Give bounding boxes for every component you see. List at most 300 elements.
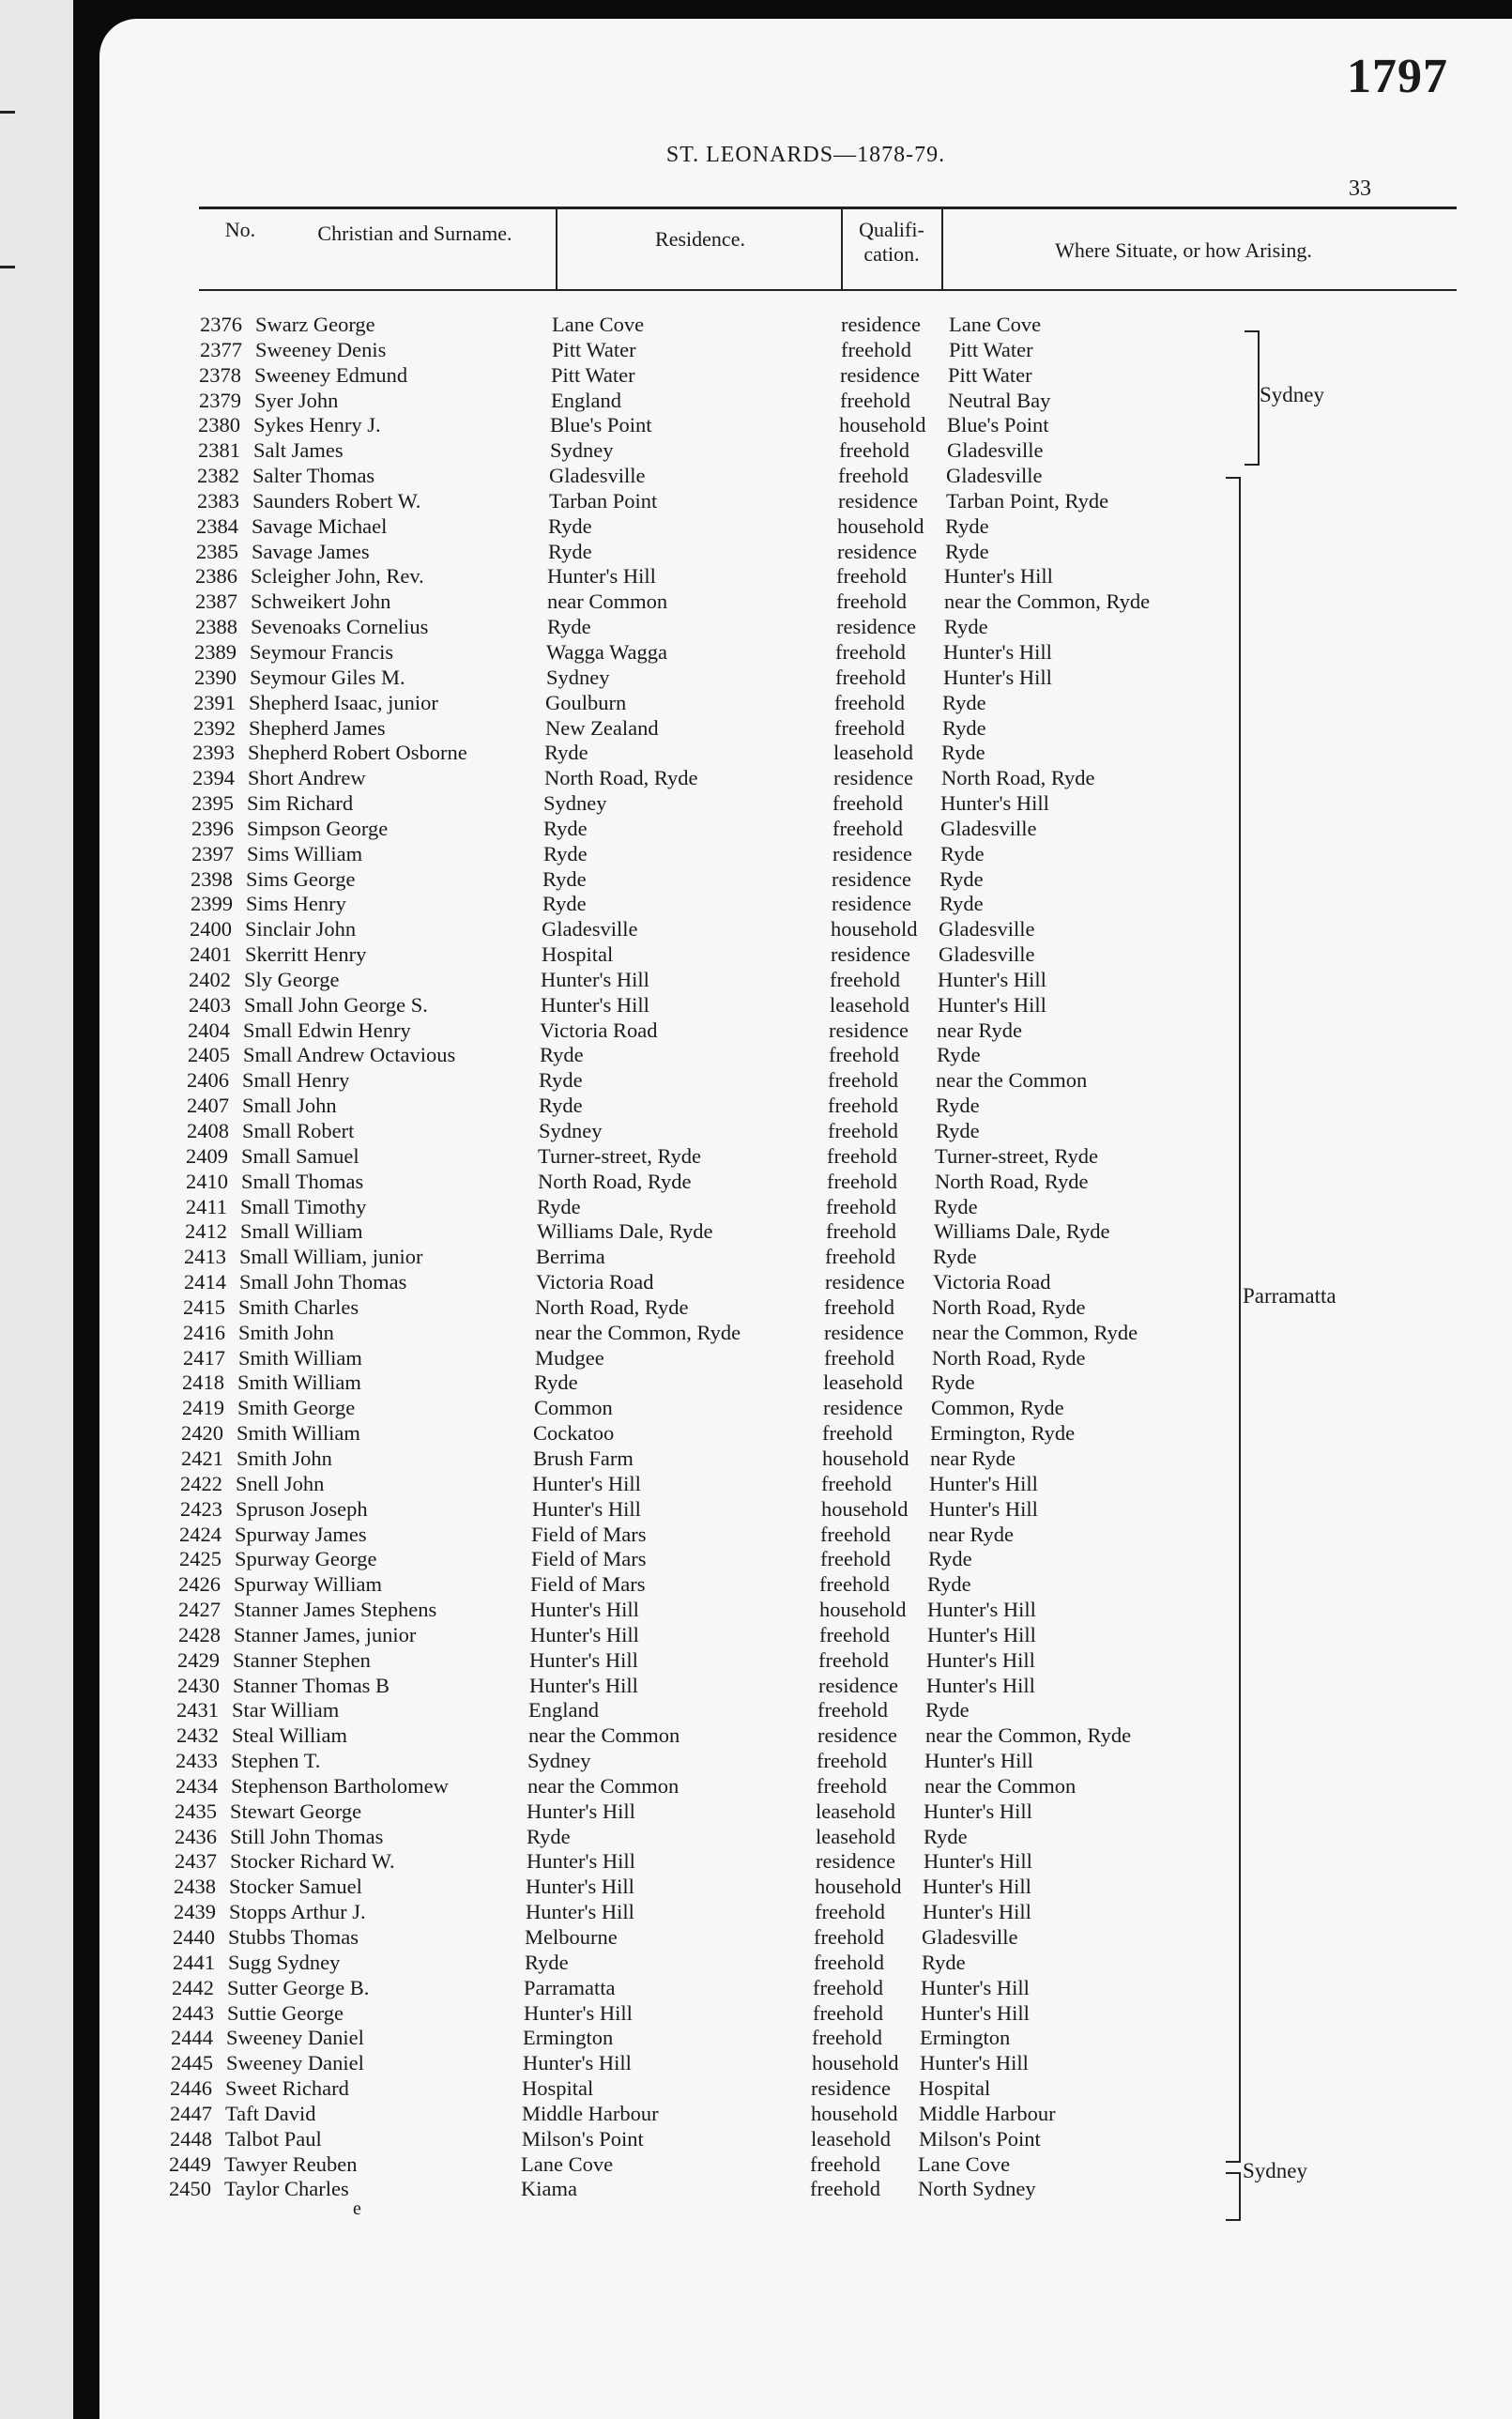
entry-number: 2385 [196, 539, 238, 563]
entry-qualification: freehold [810, 2177, 880, 2201]
header-name: Christian and Surname. [317, 222, 512, 245]
entry-residence: Pitt Water [551, 362, 635, 387]
entry-number: 2418 [182, 1370, 224, 1395]
entry-residence: Hunter's Hill [529, 1647, 638, 1672]
list-item [99, 514, 1512, 540]
entry-number: 2431 [176, 1698, 219, 1722]
entry-where: Lane Cove [949, 313, 1042, 336]
entry-number: 2437 [175, 1849, 217, 1874]
folio-number: 33 [1349, 176, 1371, 201]
entry-where: Hunter's Hill [923, 1900, 1031, 1924]
entry-where: Blue's Point [947, 413, 1049, 437]
entry-qualification: leasehold [833, 741, 913, 765]
entry-where: Hunter's Hill [924, 1799, 1032, 1823]
entry-where: Ryde [945, 539, 989, 563]
entry-residence: Victoria Road [536, 1270, 654, 1294]
list-item [99, 1723, 1512, 1749]
list-item [99, 1976, 1512, 2001]
entry-qualification: residence [841, 313, 921, 336]
entry-where: Ryde [936, 1119, 980, 1142]
list-item [99, 1674, 1512, 1699]
entry-where: Gladesville [946, 464, 1043, 488]
header-divider [556, 207, 557, 291]
header-bottom-rule [199, 289, 1457, 291]
entry-where: Hunter's Hill [940, 791, 1049, 816]
entry-number: 2411 [185, 1194, 227, 1218]
list-item [99, 1018, 1512, 1044]
entry-qualification: freehold [814, 1925, 884, 1949]
entry-qualification: residence [817, 1723, 897, 1748]
entry-qualification: residence [840, 362, 920, 387]
entry-name: Stanner James, junior [234, 1622, 417, 1646]
entry-name: Snell John [236, 1471, 325, 1495]
entry-residence: Goulburn [545, 690, 627, 714]
entry-where: North Sydney [918, 2177, 1036, 2201]
entry-residence: Ryde [539, 1068, 583, 1093]
entry-name: Small Samuel [241, 1143, 359, 1168]
entry-where: Gladesville [939, 942, 1035, 967]
entry-residence: Hunter's Hill [532, 1496, 641, 1521]
entry-where: Ryde [936, 1094, 980, 1118]
entry-qualification: household [839, 413, 926, 437]
entry-residence: Hunter's Hill [526, 1900, 634, 1924]
entry-qualification: freehold [836, 589, 907, 614]
entry-qualification: household [815, 1875, 902, 1899]
entry-number: 2410 [186, 1169, 228, 1193]
entry-residence: Middle Harbour [522, 2101, 659, 2125]
entry-residence: Ryde [534, 1370, 578, 1395]
entry-where: Middle Harbour [919, 2101, 1056, 2125]
entry-number: 2444 [171, 2026, 213, 2050]
entry-name: Smith George [237, 1396, 356, 1420]
entry-qualification: residence [816, 1849, 895, 1874]
entry-where: Ryde [934, 1194, 978, 1218]
entry-name: Sim Richard [247, 791, 354, 816]
entry-where: near Ryde [930, 1446, 1016, 1470]
entry-number: 2392 [193, 715, 236, 740]
list-item [99, 1170, 1512, 1195]
entry-number: 2389 [194, 639, 237, 664]
entry-residence: Hunter's Hill [541, 967, 649, 991]
entry-number: 2401 [190, 942, 232, 967]
entry-name: Sweeney Edmund [254, 362, 408, 387]
entry-number: 2405 [188, 1043, 230, 1067]
entry-residence: Mudgee [535, 1345, 604, 1370]
entry-residence: Ermington [523, 2026, 614, 2050]
list-item [99, 1497, 1512, 1523]
entry-qualification: freehold [820, 1547, 891, 1571]
entry-where: Ryde [940, 841, 985, 865]
entry-number: 2419 [182, 1396, 224, 1420]
entry-name: Steal William [232, 1723, 348, 1748]
entry-name: Spurway William [234, 1572, 383, 1597]
entry-residence: Victoria Road [540, 1018, 658, 1042]
entry-name: Scleigher John, Rev. [251, 564, 424, 589]
list-item [99, 2001, 1512, 2027]
entry-qualification: freehold [839, 438, 909, 463]
entry-where: Victoria Road [933, 1270, 1051, 1294]
entry-number: 2446 [170, 2076, 212, 2101]
entry-number: 2408 [187, 1119, 229, 1142]
entry-name: Smith William [238, 1345, 362, 1370]
entry-name: Smith William [237, 1370, 361, 1395]
entry-residence: Ryde [544, 741, 588, 765]
entry-qualification: household [819, 1598, 907, 1622]
entry-number: 2430 [177, 1673, 220, 1697]
entry-qualification: residence [823, 1396, 903, 1420]
entry-where: Neutral Bay [948, 388, 1051, 412]
entry-qualification: freehold [838, 464, 909, 488]
entry-residence: Hunter's Hill [529, 1673, 638, 1697]
list-item [99, 540, 1512, 565]
entry-qualification: freehold [834, 690, 905, 714]
entry-qualification: leasehold [816, 1824, 895, 1848]
entry-where: near the Common, Ryde [925, 1723, 1132, 1748]
entry-qualification: freehold [821, 1471, 892, 1495]
entry-residence: Field of Mars [530, 1572, 646, 1597]
entry-name: Spurway George [235, 1547, 377, 1571]
bracket-top [1245, 330, 1260, 466]
entry-number: 2399 [191, 892, 233, 916]
entry-name: Skerritt Henry [245, 942, 367, 967]
entry-where: Pitt Water [949, 337, 1033, 361]
entry-residence: Ryde [542, 866, 587, 891]
list-item [99, 867, 1512, 893]
entry-name: Small William [240, 1219, 363, 1244]
entry-name: Sims William [247, 841, 363, 865]
entry-residence: Milson's Point [522, 2126, 644, 2151]
entry-residence: Hunter's Hill [530, 1622, 639, 1646]
entry-where: Hunter's Hill [943, 665, 1052, 689]
entry-number: 2448 [170, 2126, 212, 2151]
entry-residence: near Common [547, 589, 668, 614]
list-item [99, 1900, 1512, 1925]
entry-number: 2422 [180, 1471, 222, 1495]
entry-name: Sly George [244, 967, 340, 991]
entry-where: Ryde [927, 1572, 971, 1597]
list-item [99, 1219, 1512, 1245]
list-item [99, 942, 1512, 968]
entry-residence: Brush Farm [533, 1446, 634, 1470]
entry-residence: Ryde [527, 1824, 571, 1848]
entry-name: Sims George [246, 866, 356, 891]
entry-name: Shepherd Robert Osborne [248, 741, 467, 765]
entry-qualification: freehold [832, 816, 903, 840]
region-label-top: Sydney [1260, 383, 1324, 406]
entry-number: 2379 [199, 388, 241, 412]
entry-number: 2409 [186, 1143, 228, 1168]
entry-number: 2400 [190, 917, 232, 942]
entry-number: 2426 [178, 1572, 221, 1597]
entry-where: Hunter's Hill [926, 1647, 1035, 1672]
entry-name: Smith Charles [238, 1294, 359, 1319]
entry-qualification: residence [824, 1320, 904, 1344]
entry-name: Spurway James [235, 1522, 367, 1546]
entry-name: Smith John [237, 1446, 332, 1470]
bracket-middle [1226, 477, 1241, 2163]
list-item [99, 1447, 1512, 1472]
entry-qualification: freehold [814, 1950, 884, 1974]
entry-where: near the Common, Ryde [932, 1320, 1138, 1344]
entry-name: Spruson Joseph [236, 1496, 368, 1521]
entry-qualification: household [822, 1446, 909, 1470]
entry-number: 2433 [176, 1749, 218, 1773]
list-item [99, 1523, 1512, 1548]
entry-residence: Ryde [547, 615, 591, 639]
entry-residence: Ryde [537, 1194, 581, 1218]
entry-qualification: residence [829, 1018, 909, 1042]
entry-name: Stanner Stephen [233, 1647, 371, 1672]
entry-number: 2387 [195, 589, 237, 614]
list-item [99, 691, 1512, 716]
entry-qualification: freehold [813, 2000, 883, 2025]
entry-where: North Road, Ryde [935, 1169, 1089, 1193]
entry-residence: Hunter's Hill [530, 1598, 639, 1622]
entry-qualification: freehold [836, 564, 907, 589]
list-item [99, 1825, 1512, 1850]
list-item [99, 464, 1512, 489]
list-item [99, 766, 1512, 791]
entry-where: Gladesville [939, 917, 1035, 942]
entry-residence: Ryde [542, 892, 587, 916]
list-item [99, 917, 1512, 942]
list-item [99, 1119, 1512, 1144]
entry-name: Seymour Francis [250, 639, 394, 664]
region-label-middle: Parramatta [1243, 1284, 1336, 1308]
entry-number: 2414 [184, 1270, 226, 1294]
entry-qualification: residence [832, 892, 911, 916]
header-divider [841, 207, 843, 291]
entry-where: Hunter's Hill [938, 992, 1046, 1017]
entry-residence: Ryde [525, 1950, 569, 1974]
entry-residence: Hunter's Hill [527, 1799, 635, 1823]
list-item [99, 1144, 1512, 1170]
list-item [99, 2076, 1512, 2102]
entry-number: 2407 [187, 1094, 229, 1118]
entry-where: Tarban Point, Ryde [946, 488, 1109, 513]
entry-number: 2447 [170, 2101, 212, 2125]
entry-qualification: household [831, 917, 918, 942]
list-item [99, 1346, 1512, 1371]
entry-residence: Hospital [522, 2076, 594, 2101]
list-item [99, 564, 1512, 589]
entry-residence: Ryde [543, 816, 588, 840]
entry-name: Stopps Arthur J. [229, 1900, 366, 1924]
entry-name: Talbot Paul [225, 2126, 322, 2151]
entry-qualification: freehold [819, 1622, 890, 1646]
entry-qualification: freehold [841, 337, 911, 361]
entry-residence: North Road, Ryde [544, 766, 698, 790]
list-item [99, 741, 1512, 766]
entry-qualification: freehold [832, 791, 903, 816]
entry-number: 2397 [191, 841, 234, 865]
entry-number: 2417 [183, 1345, 225, 1370]
entry-name: Stephenson Bartholomew [231, 1773, 449, 1798]
entry-name: Stocker Richard W. [230, 1849, 395, 1874]
entry-where: Hunter's Hill [921, 1975, 1030, 1999]
entry-where: Ryde [939, 866, 984, 891]
entry-name: Sinclair John [245, 917, 357, 942]
entry-residence: Hunter's Hill [541, 992, 649, 1017]
list-item [99, 1245, 1512, 1270]
entry-residence: Cockatoo [533, 1421, 615, 1446]
entry-number: 2403 [189, 992, 231, 1017]
entry-number: 2384 [196, 513, 238, 538]
entry-where: Hunter's Hill [927, 1598, 1036, 1622]
entry-where: Turner-street, Ryde [935, 1143, 1099, 1168]
entry-qualification: freehold [827, 1169, 897, 1193]
entry-residence: Melbourne [525, 1925, 618, 1949]
entry-where: North Road, Ryde [932, 1345, 1086, 1370]
list-item [99, 1648, 1512, 1674]
entry-name: Swarz George [255, 313, 375, 336]
bracket-bottom [1226, 2172, 1241, 2221]
entry-qualification: residence [837, 539, 917, 563]
entry-residence: Gladesville [542, 917, 638, 942]
entry-where: Hunter's Hill [921, 2000, 1030, 2025]
entry-name: Stubbs Thomas [228, 1925, 359, 1949]
entry-residence: Hunter's Hill [532, 1471, 641, 1495]
list-item [99, 438, 1512, 464]
list-item [99, 1925, 1512, 1951]
entry-residence: Hunter's Hill [524, 2000, 633, 2025]
entry-qualification: freehold [835, 665, 906, 689]
header-qualification: Qualifi- cation. [859, 218, 924, 266]
entry-name: Small John Thomas [239, 1270, 407, 1294]
entry-number: 2427 [178, 1598, 221, 1622]
entry-number: 2425 [179, 1547, 221, 1571]
entry-where: Ryde [924, 1824, 968, 1848]
list-item [99, 1421, 1512, 1447]
entry-qualification: freehold [815, 1900, 885, 1924]
entry-qualification: freehold [829, 1043, 899, 1067]
entry-qualification: freehold [828, 1068, 898, 1093]
list-item [99, 1749, 1512, 1774]
entry-number: 2413 [184, 1245, 226, 1269]
entry-where: near the Common [924, 1773, 1077, 1798]
entry-residence: Wagga Wagga [546, 639, 668, 664]
entry-where: Ryde [928, 1547, 972, 1571]
entry-qualification: freehold [820, 1522, 891, 1546]
list-item [99, 2026, 1512, 2051]
entry-name: Small Andrew Octavious [243, 1043, 456, 1067]
entry-name: Shepherd Isaac, junior [249, 690, 438, 714]
list-item [99, 1068, 1512, 1094]
entry-residence: Common [534, 1396, 613, 1420]
entry-where: Hunter's Hill [943, 639, 1052, 664]
entry-where: Ermington, Ryde [930, 1421, 1076, 1446]
entry-where: Hunter's Hill [927, 1622, 1036, 1646]
list-item [99, 1472, 1512, 1497]
entry-qualification: freehold [817, 1698, 888, 1722]
entry-residence: Sydney [527, 1749, 591, 1773]
entry-number: 2441 [173, 1950, 215, 1974]
entry-where: Ryde [922, 1950, 966, 1974]
entry-residence: Kiama [521, 2177, 577, 2201]
facing-page-mark [0, 266, 15, 268]
entry-qualification: freehold [824, 1345, 894, 1370]
entry-name: Small John [242, 1094, 337, 1118]
list-item [99, 1849, 1512, 1875]
entry-number: 2416 [183, 1320, 225, 1344]
entry-where: Lane Cove [918, 2151, 1011, 2176]
entry-where: Common, Ryde [931, 1396, 1064, 1420]
list-item [99, 489, 1512, 514]
entry-residence: Sydney [550, 438, 614, 463]
entry-where: near Ryde [928, 1522, 1014, 1546]
list-item [99, 993, 1512, 1018]
header-divider [941, 207, 943, 291]
list-item [99, 1094, 1512, 1119]
entry-name: Taylor Charles [224, 2177, 349, 2201]
entry-number: 2415 [183, 1294, 225, 1319]
entry-qualification: household [811, 2101, 898, 2125]
entry-number: 2423 [180, 1496, 222, 1521]
list-item [99, 791, 1512, 817]
entry-where: Hunter's Hill [923, 1875, 1031, 1899]
list-item [99, 968, 1512, 993]
list-item [99, 1774, 1512, 1799]
entry-name: Short Andrew [248, 766, 366, 790]
entry-number: 2445 [171, 2051, 213, 2075]
entry-qualification: household [837, 513, 924, 538]
entry-residence: England [551, 388, 621, 412]
entry-where: near Ryde [937, 1018, 1022, 1042]
entry-number: 2390 [194, 665, 237, 689]
entry-where: North Road, Ryde [932, 1294, 1086, 1319]
entry-name: Star William [232, 1698, 340, 1722]
entry-residence: Turner-street, Ryde [538, 1143, 702, 1168]
entry-number: 2439 [174, 1900, 216, 1924]
entry-name: Sugg Sydney [228, 1950, 341, 1974]
entry-residence: Gladesville [549, 464, 646, 488]
facing-page-mark [0, 111, 15, 114]
entry-qualification: freehold [824, 1294, 894, 1319]
entry-residence: Ryde [548, 513, 592, 538]
list-item [99, 2102, 1512, 2127]
entry-residence: Berrima [536, 1245, 605, 1269]
entry-where: Ryde [933, 1245, 977, 1269]
entry-where: Hunter's Hill [926, 1673, 1035, 1697]
entry-qualification: freehold [813, 1975, 883, 1999]
entry-name: Smith William [237, 1421, 360, 1446]
entry-residence: Sydney [543, 791, 607, 816]
entry-residence: North Road, Ryde [538, 1169, 692, 1193]
entry-qualification: freehold [835, 639, 906, 664]
entry-name: Stanner James Stephens [234, 1598, 437, 1622]
entry-qualification: freehold [825, 1245, 895, 1269]
list-item [99, 666, 1512, 691]
list-item [99, 1799, 1512, 1825]
entry-qualification: residence [811, 2076, 891, 2101]
entry-qualification: freehold [817, 1749, 887, 1773]
header-no: No. [224, 218, 256, 241]
entry-name: Small Timothy [240, 1194, 367, 1218]
entry-where: near the Common, Ryde [944, 589, 1151, 614]
list-item [99, 1547, 1512, 1572]
entry-number: 2438 [174, 1875, 216, 1899]
entry-name: Stanner Thomas B [233, 1673, 390, 1697]
entry-number: 2402 [189, 967, 231, 991]
region-label-bottom: Sydney [1243, 2159, 1307, 2182]
list-item [99, 615, 1512, 640]
entry-number: 2398 [191, 866, 233, 891]
entry-residence: near the Common [528, 1723, 680, 1748]
list-item [99, 892, 1512, 917]
list-item [99, 1321, 1512, 1346]
entry-number: 2396 [191, 816, 234, 840]
entry-qualification: freehold [828, 1119, 898, 1142]
